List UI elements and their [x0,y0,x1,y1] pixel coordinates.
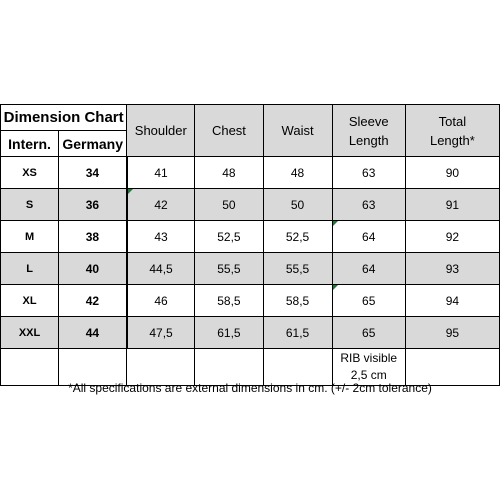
col-header-shoulder-line1: Shoulder [134,123,187,138]
cell-sleeve-length: 64 [332,253,405,285]
col-header-waist-line1: Waist [281,123,314,138]
cell-chest: 48 [195,157,263,189]
chart-title: Dimension Chart [1,105,127,131]
cell-sleeve-length: 63 [332,189,405,221]
cell-waist: 48 [263,157,332,189]
empty-cell [127,349,195,386]
cell-waist: 58,5 [263,285,332,317]
col-header-shoulder [127,105,195,157]
col-header-total-length [405,105,499,157]
cell-waist: 55,5 [263,253,332,285]
col-header-waist [263,105,332,157]
cell-shoulder: 44,5 [127,253,195,285]
table-row [1,157,500,189]
cell-germany-size: 38 [59,221,127,253]
cell-intern-size: S [1,189,59,221]
cell-intern-size: M [1,221,59,253]
col-header-chest [195,105,263,157]
cell-total-length: 92 [405,221,499,253]
cell-waist: 50 [263,189,332,221]
col-header-sleeve-line2: Length [348,132,389,148]
cell-shoulder: 42 [127,189,195,221]
note-row [1,349,500,386]
table-row [1,285,500,317]
cell-total-length: 95 [405,317,499,349]
cell-waist: 61,5 [263,317,332,349]
cell-total-length: 90 [405,157,499,189]
col-header-total-line2: Length* [429,132,475,148]
empty-cell [195,349,263,386]
cell-total-length: 94 [405,285,499,317]
cell-germany-size: 34 [59,157,127,189]
cell-sleeve-length: 63 [332,157,405,189]
cell-germany-size: 40 [59,253,127,285]
dimension-chart-table [0,104,500,386]
table-row [1,189,500,221]
table-row [1,221,500,253]
cell-chest: 55,5 [195,253,263,285]
cell-chest: 58,5 [195,285,263,317]
cell-intern-size: XS [1,157,59,189]
cell-sleeve-length: 65 [332,317,405,349]
cell-intern-size: XXL [1,317,59,349]
cell-shoulder: 46 [127,285,195,317]
cell-chest: 52,5 [195,221,263,253]
cell-shoulder: 47,5 [127,317,195,349]
cell-sleeve-length: 64 [332,221,405,253]
empty-cell [1,349,59,386]
cell-sleeve-length: 65 [332,285,405,317]
cell-chest: 61,5 [195,317,263,349]
col-header-chest-line1: Chest [211,123,246,138]
rib-note-line2: 2,5 cm [350,368,387,382]
col-header-sleeve-length [332,105,405,157]
empty-cell [59,349,127,386]
empty-cell [405,349,499,386]
table-row [1,317,500,349]
cell-germany-size: 44 [59,317,127,349]
rib-note-line1: RIB visible [340,351,398,365]
cell-intern-size: L [1,253,59,285]
table-row [1,253,500,285]
cell-chest: 50 [195,189,263,221]
cell-shoulder: 41 [127,157,195,189]
footnote: *All specifications are external dimensions in cm. (+/- 2cm tolerance) [68,381,432,395]
cell-germany-size: 42 [59,285,127,317]
cell-total-length: 91 [405,189,499,221]
col-header-total-line1: Total [438,113,467,129]
cell-shoulder: 43 [127,221,195,253]
cell-intern-size: XL [1,285,59,317]
col-header-sleeve-line1: Sleeve [348,113,389,129]
cell-total-length: 93 [405,253,499,285]
rib-note-cell [332,349,405,386]
sub-header-germany: Germany [59,131,127,157]
empty-cell [263,349,332,386]
cell-germany-size: 36 [59,189,127,221]
sub-header-intern: Intern. [1,131,59,157]
cell-waist: 52,5 [263,221,332,253]
